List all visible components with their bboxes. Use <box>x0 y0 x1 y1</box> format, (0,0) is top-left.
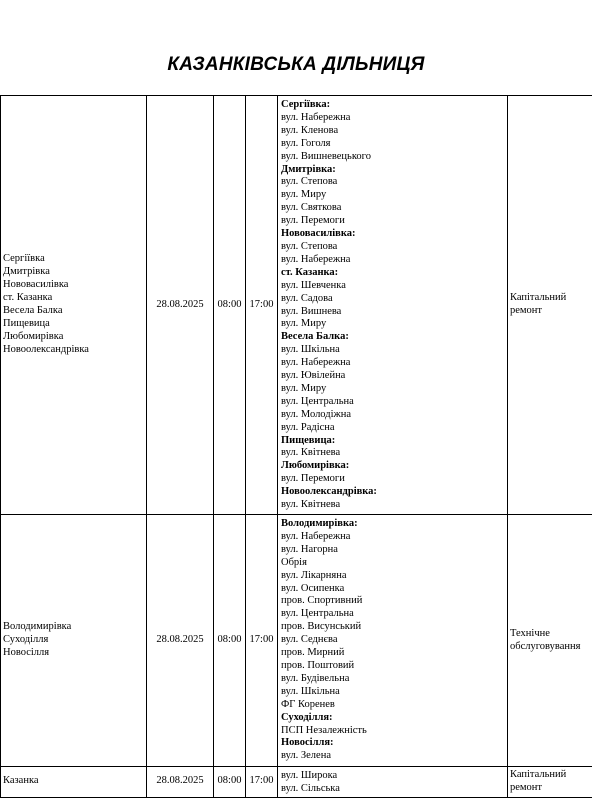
locality-name: Пищевица <box>3 317 50 329</box>
page-title: КАЗАНКІВСЬКА ДІЛЬНИЦЯ <box>167 54 425 75</box>
work-type: Капітальний ремонт <box>510 292 567 316</box>
locality-heading: ст. Казанка: <box>281 266 339 278</box>
locality-name: Суходілля <box>3 634 49 646</box>
street-name: вул. Лікарняна <box>281 569 347 581</box>
table-row <box>1 767 592 798</box>
locality-name: Дмитрівка <box>3 266 50 278</box>
outage-schedule-table <box>0 95 592 798</box>
street-name: Обрія <box>281 556 307 568</box>
street-name: вул. Седнєва <box>281 634 338 646</box>
street-name: вул. Перемоги <box>281 215 345 227</box>
locality-name: Володимирівка <box>3 621 72 633</box>
street-name: вул. Шевченка <box>281 279 346 291</box>
work-type-cell <box>508 96 592 515</box>
work-type: Технічне обслуговування <box>510 627 581 652</box>
localities-cell <box>1 767 147 798</box>
locality-heading: Новоолександрівка: <box>281 486 377 498</box>
end-time-cell: 17:00 <box>246 96 278 515</box>
street-name: вул. Сільська <box>281 782 340 794</box>
work-type: Капітальний ремонт <box>510 769 567 793</box>
street-name: вул. Молодіжна <box>281 408 352 420</box>
street-name: вул. Шкільна <box>281 344 340 356</box>
street-name: вул. Нагорна <box>281 543 338 555</box>
street-name: вул. Радісна <box>281 421 335 433</box>
street-name: вул. Вишнева <box>281 305 342 317</box>
street-name: вул. Зелена <box>281 750 331 762</box>
street-name: вул. Миру <box>281 382 327 394</box>
start-time-cell: 08:00 <box>214 767 246 798</box>
street-name: пров. Мирний <box>281 647 345 659</box>
street-name: вул. Степова <box>281 176 338 188</box>
street-name: вул. Степова <box>281 240 338 252</box>
street-name: вул. Перемоги <box>281 473 345 485</box>
end-time-cell: 17:00 <box>246 767 278 798</box>
locality-name: ст. Казанка <box>3 292 53 304</box>
locality-name: Весела Балка <box>3 305 63 316</box>
locality-name: Любомирівка <box>3 330 64 342</box>
street-name: вул. Будівельна <box>281 672 350 684</box>
date-cell: 28.08.2025 <box>147 515 214 767</box>
street-name: вул. Миру <box>281 189 327 201</box>
locality-heading: Сергіївка: <box>281 99 331 110</box>
locality-name: Новосілля <box>3 646 50 658</box>
street-name: вул. Центральна <box>281 608 354 620</box>
street-name: вул. Набережна <box>281 253 351 265</box>
locality-heading: Весела Балка: <box>281 331 349 343</box>
start-time-cell: 08:00 <box>214 96 246 515</box>
date-cell: 28.08.2025 <box>147 767 214 798</box>
locality-name: Нововасилівка <box>3 279 69 291</box>
street-name: пров. Висунський <box>281 621 362 633</box>
locality-name: Казанка <box>3 775 39 787</box>
localities-cell <box>1 515 147 767</box>
street-name: вул. Миру <box>281 318 327 330</box>
street-name: вул. Садова <box>281 292 333 304</box>
street-name: вул. Центральна <box>281 395 354 407</box>
street-name: вул. Квітнева <box>281 499 341 511</box>
street-name: пров. Поштовий <box>281 659 355 671</box>
locality-heading: Пищевица: <box>281 434 336 446</box>
streets-cell <box>278 515 508 767</box>
streets-cell <box>278 767 508 798</box>
locality-name: Новоолександрівка <box>3 343 89 355</box>
street-name: вул. Широка <box>281 770 338 781</box>
locality-heading: Суходілля: <box>281 711 333 723</box>
locality-heading: Новосілля: <box>281 737 334 749</box>
table-row <box>1 96 592 515</box>
street-name: вул. Гоголя <box>281 137 331 149</box>
street-name: вул. Набережна <box>281 530 351 542</box>
locality-name: Сергіївка <box>3 253 45 265</box>
start-time-cell: 08:00 <box>214 515 246 767</box>
end-time-cell: 17:00 <box>246 515 278 767</box>
work-type-cell <box>508 767 592 798</box>
street-name: вул. Вишневецького <box>281 150 371 162</box>
locality-heading: Нововасилівка: <box>281 228 356 240</box>
streets-cell <box>278 96 508 515</box>
locality-heading: Дмитрівка: <box>281 163 336 175</box>
street-name: пров. Спортивний <box>281 595 363 607</box>
street-name: вул. Набережна <box>281 357 351 369</box>
localities-cell <box>1 96 147 515</box>
street-name: вул. Кленова <box>281 124 339 136</box>
work-type-cell <box>508 515 592 767</box>
locality-heading: Володимирівка: <box>281 518 358 529</box>
table-row <box>1 515 592 767</box>
street-name: вул. Шкільна <box>281 685 340 697</box>
street-name: вул. Осипенка <box>281 582 345 594</box>
street-name: вул. Святкова <box>281 202 342 214</box>
street-name: вул. Набережна <box>281 111 351 123</box>
street-name: ПСП Незалежність <box>281 724 367 736</box>
street-name: ФГ Коренев <box>281 698 335 710</box>
date-cell: 28.08.2025 <box>147 96 214 515</box>
locality-heading: Любомирівка: <box>281 460 350 472</box>
street-name: вул. Ювілейна <box>281 370 346 382</box>
street-name: вул. Квітнева <box>281 447 341 459</box>
